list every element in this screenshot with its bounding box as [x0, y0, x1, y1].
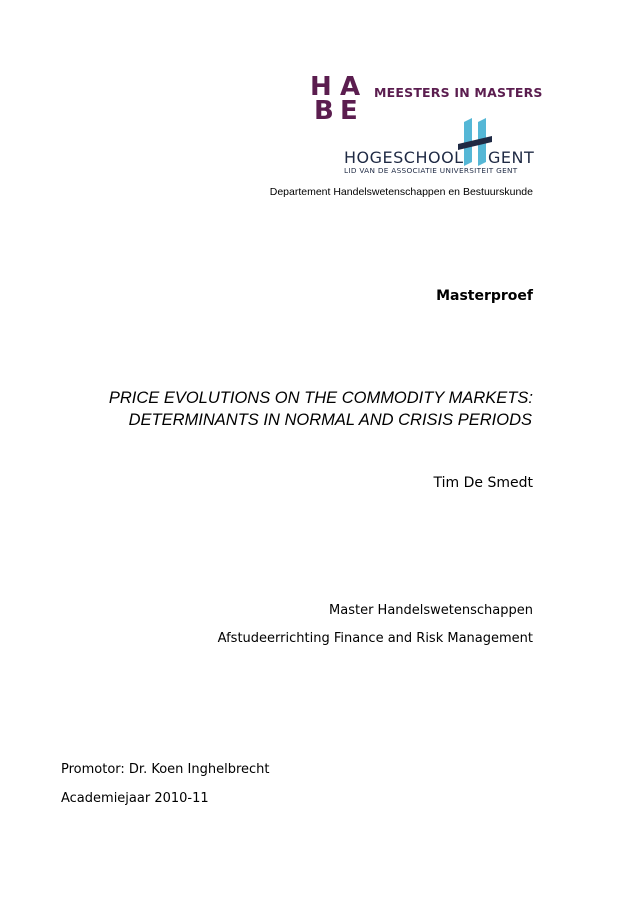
- thesis-title: [60, 387, 533, 431]
- department-name: Departement Handelswetenschappen en Bestuurskunde: [269, 186, 533, 198]
- hogent-subtitle: LID VAN DE ASSOCIATIE UNIVERSITEIT GENT: [344, 166, 518, 175]
- thesis-title-line-2: DETERMINANTS IN NORMAL AND CRISIS PERIODS: [128, 411, 532, 429]
- habe-logo-letter-h: H: [310, 72, 331, 102]
- author-name: Tim De Smedt: [433, 475, 533, 491]
- document-type: Masterproef: [436, 288, 533, 304]
- specialization: Afstudeerrichting Finance and Risk Management: [217, 631, 533, 646]
- study-program: Master Handelswetenschappen: [329, 603, 533, 618]
- habe-logo-letter-b: B: [314, 96, 333, 126]
- academic-year: Academiejaar 2010-11: [61, 791, 209, 806]
- habe-slogan: MEESTERS IN MASTERS: [374, 85, 543, 100]
- promotor: Promotor: Dr. Koen Inghelbrecht: [61, 762, 270, 777]
- hogent-name-left: HOGESCHOOL: [344, 148, 464, 167]
- habe-logo-letter-e: E: [340, 96, 357, 126]
- habe-logo-letter-a: A: [340, 72, 360, 102]
- hogent-name-right: GENT: [488, 148, 535, 167]
- thesis-title-line-1: PRICE EVOLUTIONS ON THE COMMODITY MARKETS:: [108, 389, 533, 407]
- habe-logo: [310, 72, 368, 126]
